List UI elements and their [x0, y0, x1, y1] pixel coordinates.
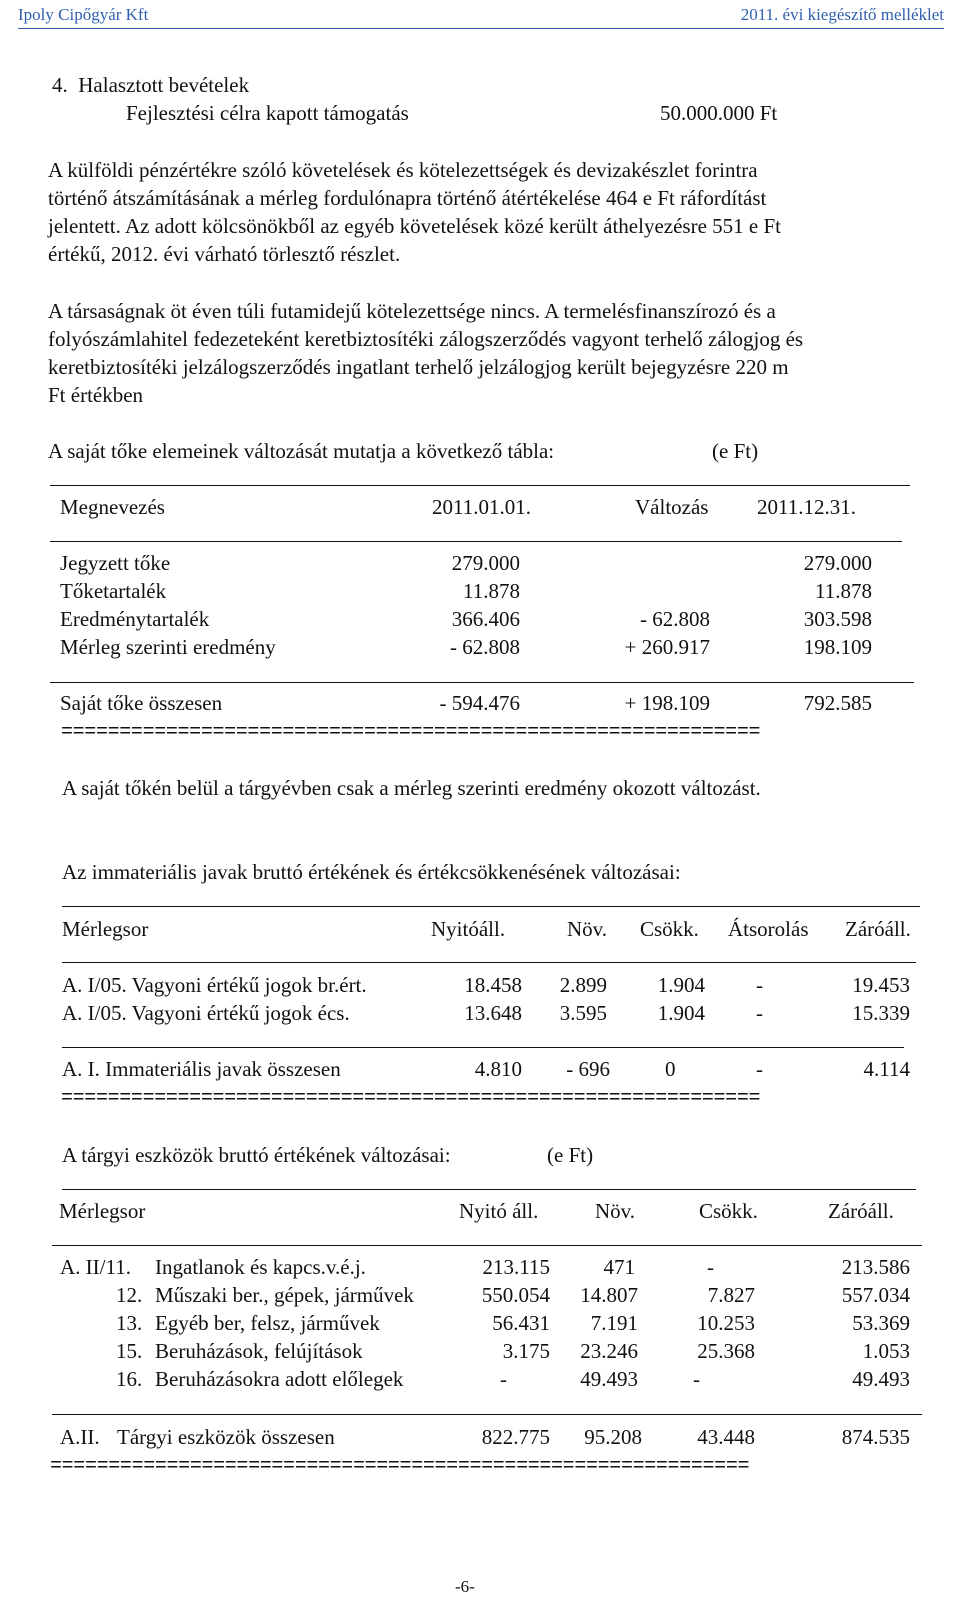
tangible-total-inc: 95.208: [584, 1425, 642, 1449]
tangible-row-open: -: [500, 1367, 507, 1391]
intangible-row-open: 13.648: [464, 1001, 522, 1025]
tangible-header-close: Záróáll.: [828, 1199, 894, 1223]
tangible-row-close: 53.369: [852, 1311, 910, 1335]
tangible-row-code: 15.: [116, 1339, 143, 1363]
tangible-row-dec: -: [707, 1255, 714, 1279]
intangible-total-reclass: -: [756, 1057, 763, 1081]
intangible-header-reclass: Átsorolás: [728, 917, 809, 941]
intangible-row-dec: 1.904: [657, 1001, 705, 1025]
tangible-row-open: 3.175: [502, 1339, 550, 1363]
table-rule: [50, 485, 910, 486]
intangible-header-close: Záróáll.: [845, 917, 911, 941]
equity-row-open: 366.406: [451, 607, 520, 631]
paragraph-line: A külföldi pénzértékre szóló követelések és kötelezettségek és devizakészlet forintra: [48, 158, 758, 182]
equity-row-change: + 260.917: [624, 635, 710, 659]
equity-row-open: - 62.808: [450, 635, 520, 659]
intangible-header-name: Mérlegsor: [62, 917, 149, 941]
equity-unit: (e Ft): [712, 439, 759, 463]
deferred-income-label: Fejlesztési célra kapott támogatás: [126, 101, 409, 125]
intangible-row-reclass: -: [756, 973, 763, 997]
paragraph-line: Ft értékben: [48, 383, 144, 407]
tangible-row-close: 1.053: [862, 1339, 910, 1363]
tangible-row-inc: 471: [603, 1255, 635, 1279]
intangible-header-dec: Csökk.: [640, 917, 699, 941]
equity-row-name: Eredménytartalék: [60, 607, 210, 631]
tangible-row-dec: 25.368: [697, 1339, 755, 1363]
intangible-total-close: 4.114: [863, 1057, 910, 1081]
intangible-row-reclass: -: [756, 1001, 763, 1025]
tangible-row-open: 213.115: [482, 1255, 550, 1279]
tangible-row-dec: 10.253: [697, 1311, 755, 1335]
equity-row-close: 279.000: [803, 551, 872, 575]
paragraph-line: keretbiztosítéki jelzálogszerződés ingatlant terhelő jelzálogjog került bejegyzésre 220 m: [48, 355, 789, 379]
tangible-row-inc: 23.246: [580, 1339, 638, 1363]
tangible-row-close: 557.034: [841, 1283, 910, 1307]
double-rule: ============================================================: [61, 723, 761, 743]
deferred-income-value: 50.000.000 Ft: [660, 101, 778, 125]
equity-row-close: 11.878: [815, 579, 872, 603]
equity-header-name: Megnevezés: [60, 495, 165, 519]
double-rule: ============================================================: [61, 1089, 761, 1109]
tangible-unit: (e Ft): [547, 1143, 594, 1167]
company-name: Ipoly Cipőgyár Kft: [18, 5, 149, 24]
tangible-row-code: 16.: [116, 1367, 143, 1391]
equity-total-name: Saját tőke összesen: [60, 691, 223, 715]
equity-row-name: Mérleg szerinti eredmény: [60, 635, 276, 659]
paragraph-line: történő átszámításának a mérleg fordulónapra történő átértékelése 464 e Ft ráfordítást: [48, 186, 767, 210]
intangible-row-name: A. I/05. Vagyoni értékű jogok br.ért.: [62, 973, 367, 997]
tangible-row-name: Beruházások, felújítások: [155, 1339, 363, 1363]
equity-row-close: 198.109: [803, 635, 872, 659]
equity-row-close: 303.598: [803, 607, 872, 631]
table-rule: [52, 1414, 922, 1415]
paragraph-line: A társaságnak öt éven túli futamidejű kötelezettsége nincs. A termelésfinanszírozó és a: [48, 299, 776, 323]
table-rule: [50, 682, 914, 683]
tangible-total-code: A.II.: [60, 1425, 100, 1449]
tangible-row-close: 49.493: [852, 1367, 910, 1391]
intangible-total-inc: - 696: [566, 1057, 610, 1081]
equity-row-open: 11.878: [463, 579, 520, 603]
table-rule: [62, 1189, 916, 1190]
tangible-row-inc: 7.191: [590, 1311, 638, 1335]
paragraph-line: értékű, 2012. évi várható törlesztő részlet.: [48, 242, 401, 266]
tangible-row-name: Beruházásokra adott előlegek: [155, 1367, 404, 1391]
equity-header-change: Változás: [635, 495, 709, 519]
paragraph-line: jelentett. Az adott kölcsönökből az egyéb követelések közé került áthelyezésre 551 e Ft: [48, 214, 781, 238]
table-rule: [50, 541, 902, 542]
equity-total-close: 792.585: [803, 691, 872, 715]
intangible-intro: Az immateriális javak bruttó értékének és értékcsökkenésének változásai:: [62, 860, 681, 884]
tangible-row-inc: 49.493: [580, 1367, 638, 1391]
double-rule: ============================================================: [50, 1457, 750, 1477]
tangible-row-name: Egyéb ber, felsz, járművek: [155, 1311, 380, 1335]
intangible-total-name: A. I. Immateriális javak összesen: [62, 1057, 341, 1081]
tangible-row-code: 13.: [116, 1311, 143, 1335]
table-rule: [52, 1245, 922, 1246]
table-rule: [62, 906, 920, 907]
document-title: 2011. évi kiegészítő melléklet: [740, 5, 944, 24]
intangible-row-open: 18.458: [464, 973, 522, 997]
tangible-row-dec: 7.827: [707, 1283, 755, 1307]
tangible-intro: A tárgyi eszközök bruttó értékének változásai:: [62, 1143, 451, 1167]
tangible-header-dec: Csökk.: [699, 1199, 758, 1223]
paragraph-line: folyószámlahitel fedezeteként keretbiztosítéki zálogszerződés vagyont terhelő zálogjog és: [48, 327, 804, 351]
tangible-row-code: A. II/11.: [60, 1255, 131, 1279]
tangible-row-name: Ingatlanok és kapcs.v.é.j.: [155, 1255, 366, 1279]
tangible-header-name: Mérlegsor: [59, 1199, 146, 1223]
paragraph-fx: [48, 156, 944, 268]
tangible-total-open: 822.775: [481, 1425, 550, 1449]
tangible-row-name: Műszaki ber., gépek, járművek: [155, 1283, 414, 1307]
table-rule: [62, 1047, 904, 1048]
tangible-total-name: Tárgyi eszközök összesen: [117, 1425, 335, 1449]
intangible-total-open: 4.810: [474, 1057, 522, 1081]
equity-note: A saját tőkén belül a tárgyévben csak a mérleg szerinti eredmény okozott változást.: [62, 776, 761, 800]
intangible-row-inc: 3.595: [559, 1001, 607, 1025]
tangible-row-close: 213.586: [841, 1255, 910, 1279]
equity-row-change: - 62.808: [640, 607, 710, 631]
intangible-row-close: 15.339: [852, 1001, 910, 1025]
header-rule: [18, 28, 944, 29]
intangible-total-dec: 0: [665, 1057, 676, 1081]
tangible-row-open: 56.431: [492, 1311, 550, 1335]
equity-intro: A saját tőke elemeinek változását mutatja a következő tábla:: [48, 439, 555, 463]
intangible-row-inc: 2.899: [559, 973, 607, 997]
intangible-header-open: Nyitóáll.: [431, 917, 506, 941]
equity-row-name: Jegyzett tőke: [60, 551, 171, 575]
equity-row-open: 279.000: [451, 551, 520, 575]
tangible-header-inc: Növ.: [595, 1199, 636, 1223]
intangible-row-name: A. I/05. Vagyoni értékű jogok écs.: [62, 1001, 350, 1025]
equity-total-open: - 594.476: [439, 691, 520, 715]
equity-header-open: 2011.01.01.: [432, 495, 531, 519]
equity-row-name: Tőketartalék: [60, 579, 167, 603]
tangible-row-open: 550.054: [481, 1283, 550, 1307]
tangible-row-dec: -: [693, 1367, 700, 1391]
intangible-row-dec: 1.904: [657, 973, 705, 997]
intangible-row-close: 19.453: [852, 973, 910, 997]
tangible-header-open: Nyitó áll.: [459, 1199, 539, 1223]
table-rule: [62, 962, 916, 963]
tangible-row-code: 12.: [116, 1283, 143, 1307]
intangible-header-inc: Növ.: [567, 917, 608, 941]
equity-header-close: 2011.12.31.: [757, 495, 856, 519]
equity-total-change: + 198.109: [624, 691, 710, 715]
tangible-row-inc: 14.807: [580, 1283, 638, 1307]
section-heading: 4. Halasztott bevételek: [52, 73, 250, 97]
tangible-total-close: 874.535: [841, 1425, 910, 1449]
page-number: -6-: [455, 1577, 475, 1596]
tangible-total-dec: 43.448: [697, 1425, 755, 1449]
paragraph-liabilities: [48, 297, 944, 409]
